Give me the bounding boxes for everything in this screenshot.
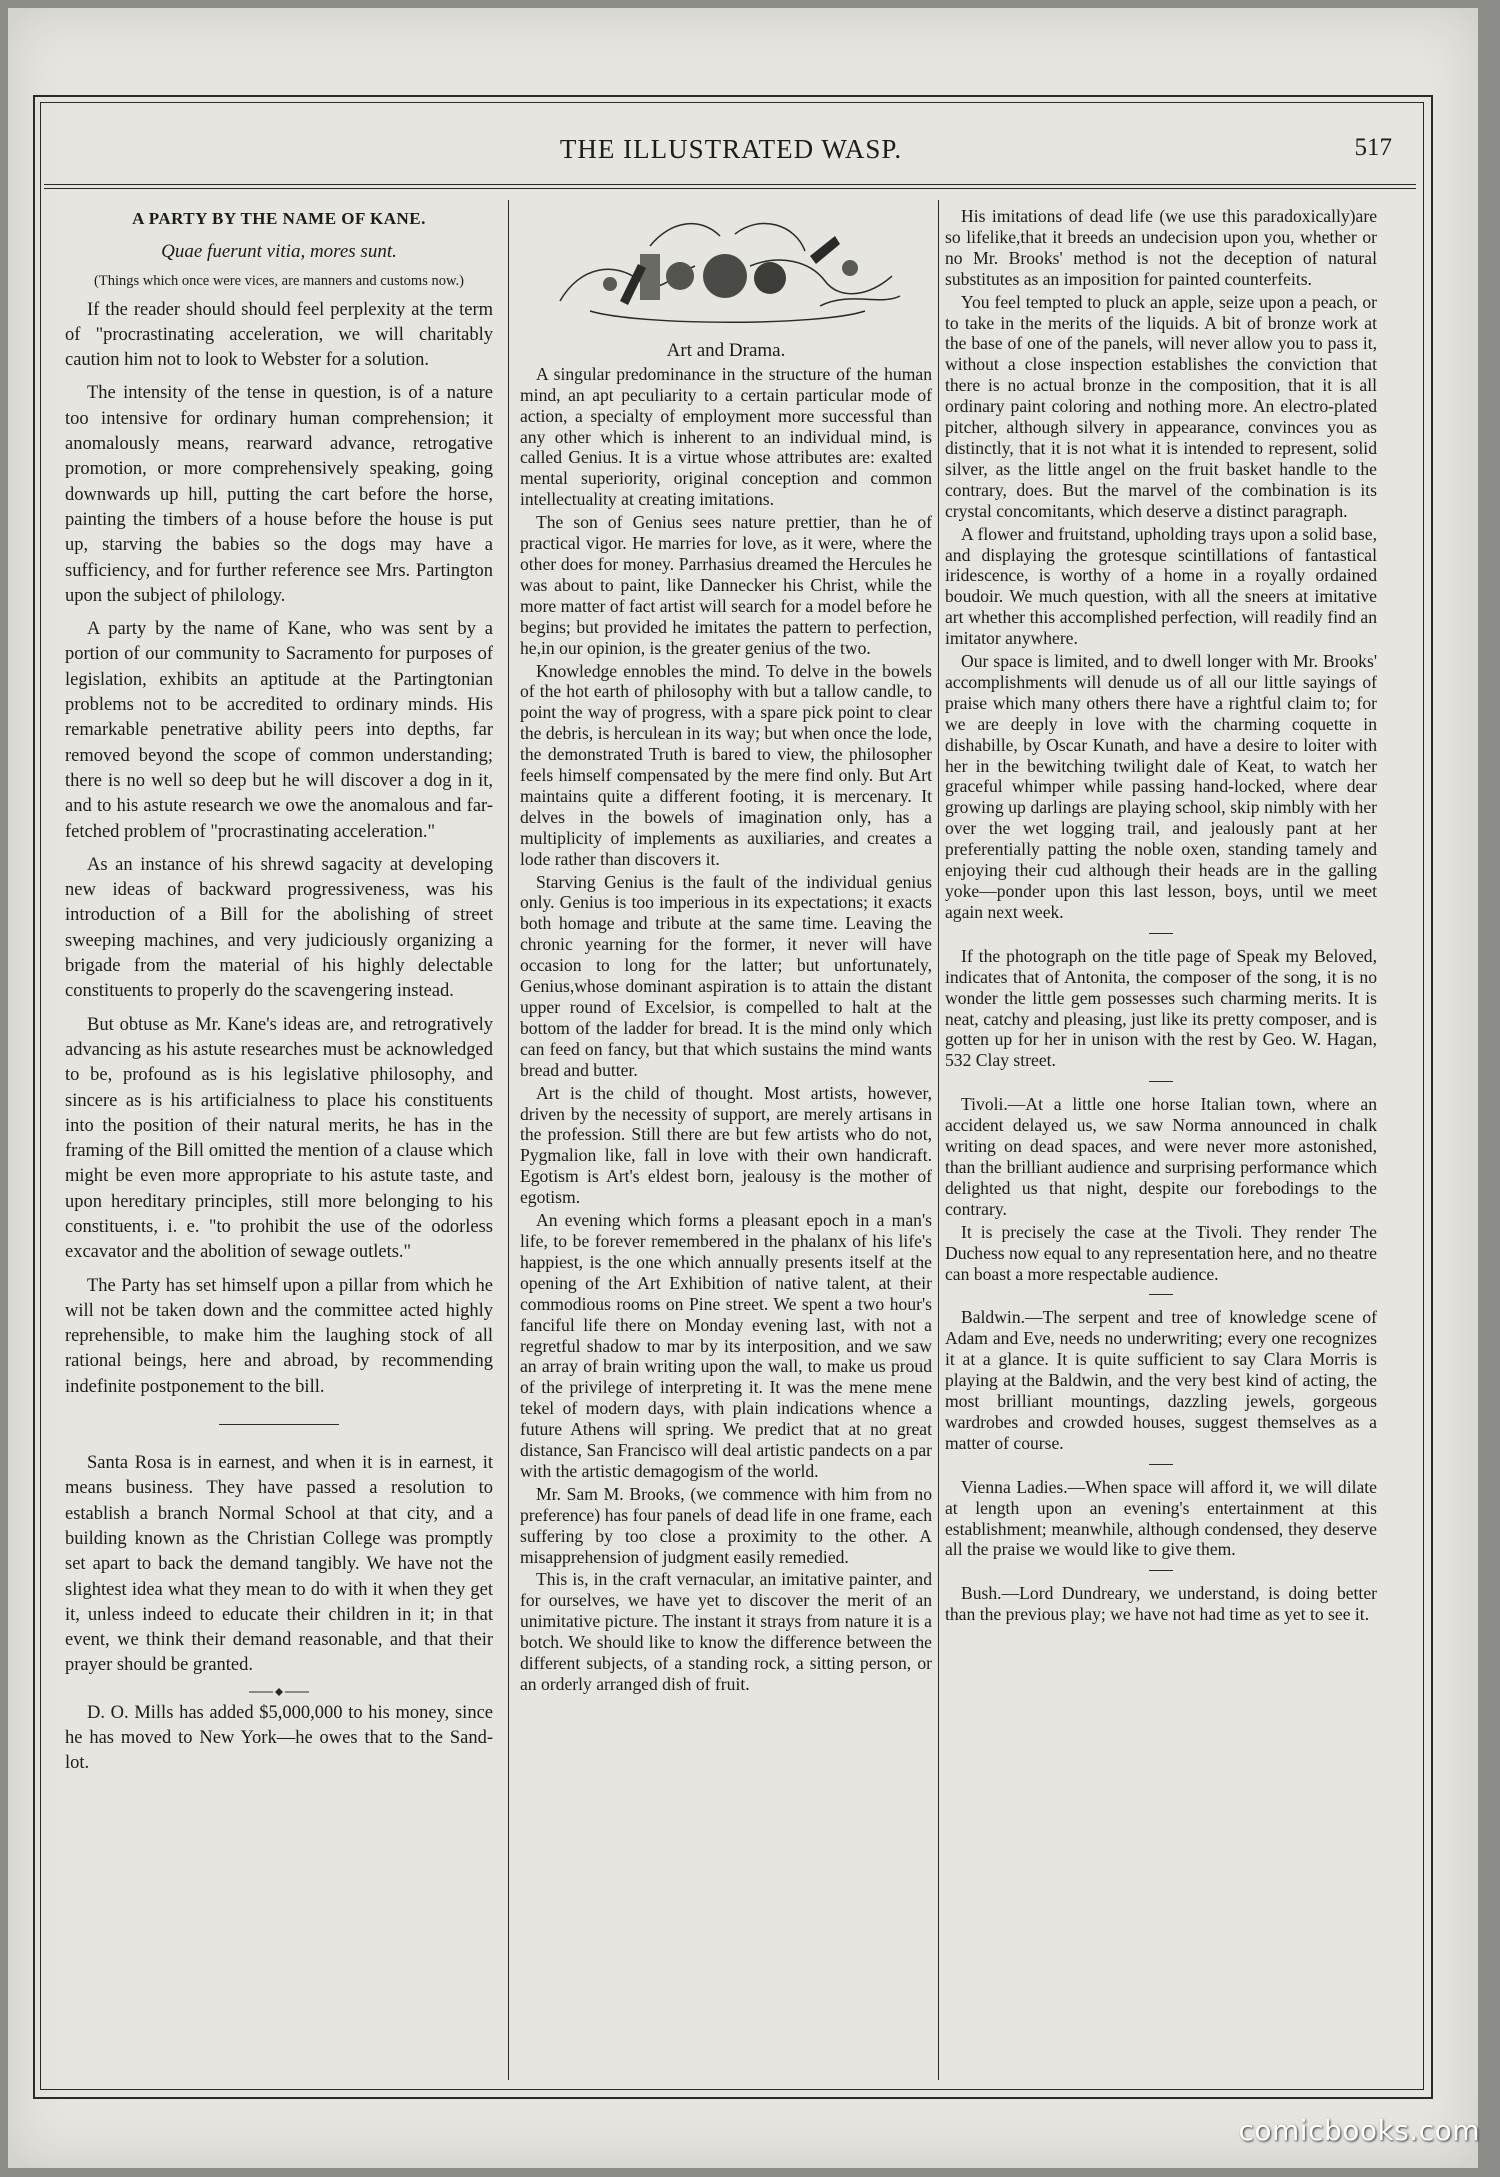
section-rule [219, 1424, 339, 1425]
section-dash [1149, 933, 1173, 934]
column-divider-1 [508, 200, 509, 2080]
santa-rosa-paragraph: Santa Rosa is in earnest, and when it is in earnest, it means business. They have passed a resolution to establish a branch Normal School at that city, and a building known as the Christian College was promptly set apart to back the demand tangibly. We have not the slightest idea what they mean to do with it when they get it, unless indeed to educate their children in it; in that event, we think their demand reasonable, and that their prayer should be granted. [65, 1453, 493, 1676]
art-drama-vignette-icon [520, 206, 932, 336]
vienna-paragraph: Vienna Ladies.—When space will afford it, we will dilate at length upon an evening's entertainment at this establishment; meanwhile, although condensed, they deserve all the praise we would like to give them. [945, 1476, 1377, 1560]
art-drama-title: Art and Drama. [666, 339, 786, 361]
column-3 [945, 206, 1377, 1627]
paragraph: The intensity of the tense in question, is of a nature too intensive for ordinary human comprehension; it anomalously means, rearward advance, retrogative promotion, or more comprehensively speaking, going downwards up hill, putting the cart before the horse, painting the timbers of a house before the house is put up, starving the babies so the dogs may have a sufficiency, and for further reference see Mrs. Partington upon the subject of philology. [65, 383, 493, 606]
paragraph: A singular predominance in the structure of the human mind, an apt peculiarity to a certain particular mode of action, a specialty of employment more successful than any other which is inherent to an individual mind, is called Genius. It is a virtue whose attributes are: exalted mental superiority, original conception and common intellectuality at creating imitations. [520, 363, 932, 510]
paragraph: Mr. Sam M. Brooks, (we commence with him from no preference) has four panels of dead life in one frame, each suffering by too close a proximity to the other. A misapprehension of judgment easily remedied. [520, 1483, 932, 1567]
paragraph: If the reader should should feel perplexity at the term of "procrastinating acceleration, we will charitably caution him not to look to Webster for a solution. [65, 299, 493, 371]
paragraph: Knowledge ennobles the mind. To delve in the bowels of the hot earth of philosophy with but a tallow candle, to point the way of progress, with a spare pick point to clear the debris, is herculean in its way; but when once the lode, the demonstrated Truth is bared to view, the philosopher feels himself compensated by the mere find only. But Art maintains quite a different footing, it is mercenary. It delves in the bowels of imagination only, has a multiplicity of implements as auxiliaries, and creates a lode rather than discovers it. [520, 660, 932, 869]
column-1 [65, 206, 493, 1785]
watermark: comicbooks.com [1238, 2114, 1480, 2147]
ornament-divider-icon [249, 1687, 309, 1697]
mills-paragraph: D. O. Mills has added $5,000,000 to his money, since he has moved to New York—he owes that to the Sand-lot. [65, 1702, 493, 1774]
header-rule-double [44, 188, 1416, 189]
paragraph: The son of Genius sees nature prettier, than he of practical vigor. He marries for love, as it were, where the other does for money. Parrhasius dreamed the Hercules he was about to paint, like Dannecker his Christ, while the more matter of fact artist will search for a model before he begins; but provided he imitates the pattern to perfection, he,in our opinion, is the greater genius of the two. [520, 512, 932, 658]
header-rule [44, 184, 1416, 185]
section-dash [1149, 1294, 1173, 1295]
paragraph: The Party has set himself upon a pillar from which he will not be taken down and the committee acted highly reprehensible, to make him the laughing stock of all rational beings, here and abroad, by recommending indefinite postponement to the bill. [65, 1275, 493, 1397]
paragraph: Art is the child of thought. Most artists, however, driven by the necessity of support, are merely artisans in the profession. Still there are but few artists who do not, Pygmalion like, fall in love with their own handicraft. Egotism is Art's eldest born, jealousy is the mother of egotism. [520, 1082, 932, 1208]
paragraph: Our space is limited, and to dwell longer with Mr. Brooks' accomplishments will denude us of all our little sayings of praise which many others there have a rightful claim to; for we are deeply in love with the charming coquette in dishabille, by Oscar Kunath, and have a desire to loiter with her in the bewitching twilight dale of Keat, to watch her graceful whimper while passing hand-locked, where dear growing up darlings are playing school, skip nimbly with her over the wet logging trail, and jealously pant at her preferentially patting the noble oxen, standing tamely and enjoying their cud although their heads are in the galling yoke—ponder upon this last lesson, boys, until we meet again next week. [945, 651, 1377, 922]
paragraph: His imitations of dead life (we use this paradoxically)are so lifelike,that it breeds an undecision upon you, whether or no Mr. Brooks' method is not the deception of natural substitutes as an imposition for painted counterfeits. [945, 206, 1377, 289]
article-title: A PARTY BY THE NAME OF KANE. [132, 209, 426, 228]
photograph-paragraph: If the photograph on the title page of Speak my Beloved, indicates that of Antonita, the composer of the song, it is no wonder the little gem possesses such charming merits. It is neat, catchy and pleasing, just like its pretty composer, and is gotten up for her in unison with the rest by Geo. W. Hagan, 532 Clay street. [945, 945, 1377, 1071]
paragraph: But obtuse as Mr. Kane's ideas are, and retrogratively advancing as his astute researches must be acknowledged to be, profound as is his legislative philosophy, and sincere as is his artificialness to place his constituents into the position of their natural merits, he has in the framing of the Bill omitted the mention of a clause which might be even more appropriate to his astute taste, and upon hereditary principles, still more belonging to his constituents, i. e. "to prohibit the use of the odorless excavator and the abolition of sewage outlets." [65, 1014, 493, 1263]
section-dash [1149, 1570, 1173, 1571]
article-motto: Quae fuerunt vitia, mores sunt. [161, 241, 397, 263]
section-dash [1149, 1464, 1173, 1465]
motto-translation: (Things which once were vices, are manners and customs now.) [94, 272, 464, 289]
paragraph: As an instance of his shrewd sagacity at developing new ideas of backward progressiveness, was his introduction of a Bill for the abolishing of street sweeping machines, and very judiciously organizing a brigade from the material of his highly delectable constituents to properly do the scavengering instead. [65, 854, 493, 1002]
paragraph: A party by the name of Kane, who was sent by a portion of our community to Sacramento for purposes of legislation, exhibits an aptitude at the Partingtonian problems not to be accredited to ordinary minds. His remarkable penetrative ability peers into depths, far removed beyond the scope of common understanding; there is no well so deep but he will discover a dog in it, and to his astute research we owe the anomalous and far-fetched problem of "procrastinating acceleration." [65, 619, 493, 842]
tivoli-paragraph: Tivoli.—At a little one horse Italian town, where an accident delayed us, we saw Norma announced in chalk writing on dead spaces, and were never more astonished, than the brilliant audience and surprising performance which delighted us that night, despite our forebodings to the contrary. [945, 1094, 1377, 1219]
paragraph: Starving Genius is the fault of the individual genius only. Genius is too imperious in its expectations; it exacts both homage and tribute at the same time. Leaving the chronic yearning for the former, it never will have occasion to long for the latter; but unfortunately, Genius,whose dominant aspiration is to attain the distant upper round of Excelsior, is compelled to halt at the bottom of the ladder for bread. It is the mind only which can feed on fancy, but that which sustains the mind wants bread and butter. [520, 871, 932, 1080]
page-number: 517 [1354, 134, 1392, 161]
column-divider-2 [938, 200, 939, 2080]
section-dash [1149, 1081, 1173, 1082]
bush-paragraph: Bush.—Lord Dundreary, we understand, is doing better than the previous play; we have not had time as yet to see it. [945, 1583, 1377, 1625]
page-header [40, 130, 1422, 178]
column-2 [520, 206, 932, 1697]
paragraph: An evening which forms a pleasant epoch in a man's life, to be forever remembered in the phalanx of his life's happiest, is the one which annually presents itself at the opening of the Art Exhibition of native talent, at their commodious rooms on Pine street. We spent a two hour's fanciful life there on Monday evening last, with not a regretful shadow to mar by its interposition, and we saw an array of brain writing upon the wall, to make us proud of the privilege of interpreting it. It was the mene mene tekel of modern days, with plain indications whence a future Athens will spring. We predict that at no great distance, San Francisco will deal artistic pandects on a par with the artistic demagogism of the world. [520, 1210, 932, 1481]
tivoli-paragraph-2: It is precisely the case at the Tivoli. They render The Duchess now equal to any representation here, and no theatre can boast a more respectable audience. [945, 1221, 1377, 1284]
baldwin-paragraph: Baldwin.—The serpent and tree of knowledge scene of Adam and Eve, needs no underwriting; every one recognizes it at a glance. It is quite sufficient to say Clara Morris is playing at the Baldwin, and the very best kind of acting, the most brilliant mountings, dazzling jewels, gorgeous wardrobes and crowded houses, suggest themselves as a matter of course. [945, 1307, 1377, 1453]
paragraph: You feel tempted to pluck an apple, seize upon a peach, or to take in the merits of the liquids. A bit of bronze work at the base of one of the panels, will never allow you to pass it, without a close inspection establishes the conviction that there is no actual bronze in the composition, that it is all ordinary paint coloring and nothing more. An electro-plated pitcher, although silvery in appearance, convinces you as distinctly, that it is not what it is intended to represent, solid silver, as the little angel on the fruit basket handle to the contrary, does. But the marvel of the combination is its crystal concomitants, which deserve a distinct paragraph. [945, 291, 1377, 521]
paragraph: A flower and fruitstand, upholding trays upon a solid base, and displaying the grotesque scintillations of fantastical iridescence, is worthy of a home in a royally ordained boudoir. We much question, with all the sneers at imitative art whether this accomplished perfection, will readily find an imitator anywhere. [945, 523, 1377, 649]
masthead: THE ILLUSTRATED WASP. [559, 134, 903, 164]
paragraph: This is, in the craft vernacular, an imitative painter, and for ourselves, we have yet to discover the merit of an unimitative picture. The instant it strays from nature it is a botch. We should like to know the difference between the different subjects, of a standing rock, a sitting person, or an orderly arranged dish of fruit. [520, 1569, 932, 1694]
